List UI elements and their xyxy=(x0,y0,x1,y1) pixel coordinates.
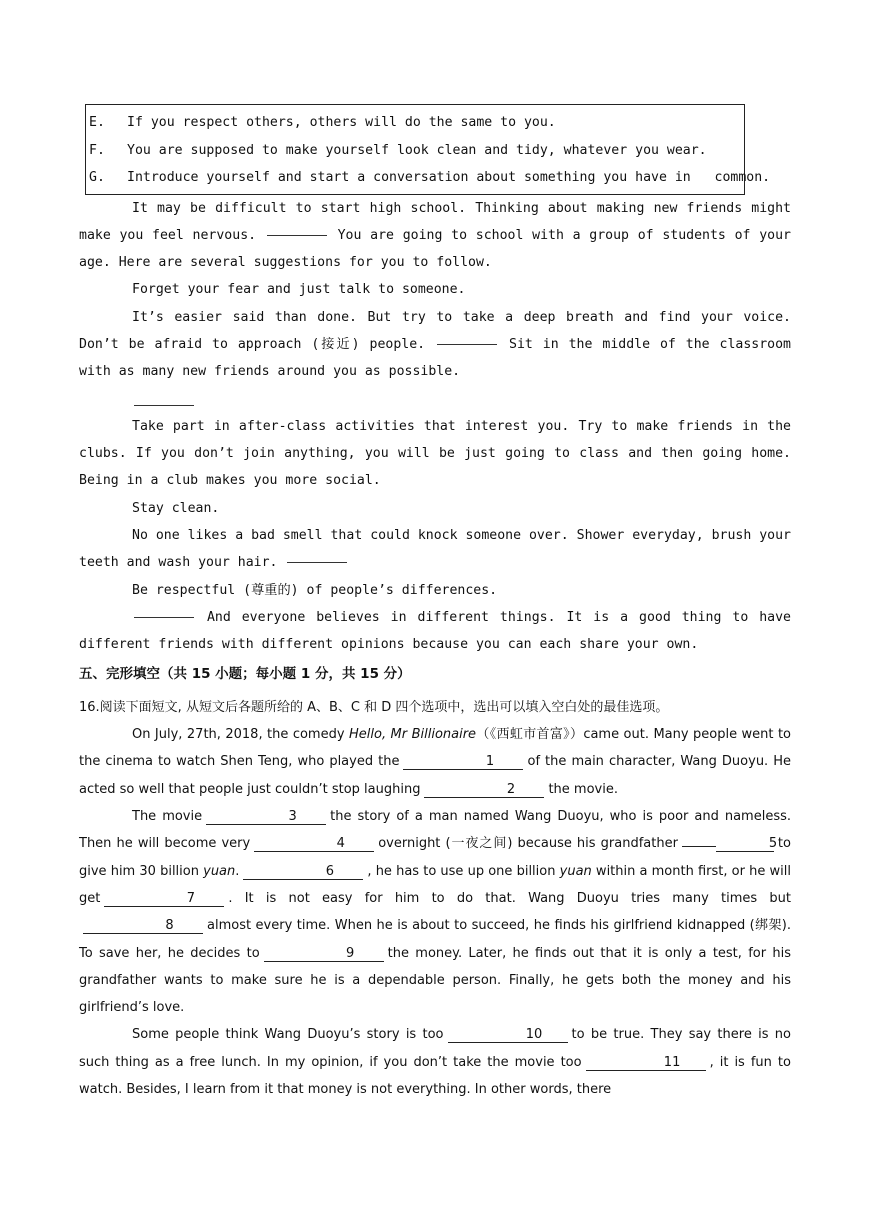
text: to give him 30 billion xyxy=(79,836,791,879)
text: It’s easier said than done. But try to take a deep breath and find your voice. Don’t be afraid to approach (接近) people. xyxy=(79,309,791,352)
text: The movie xyxy=(132,809,203,825)
cloze-blank-11: 11 xyxy=(586,1055,706,1071)
option-g xyxy=(89,164,771,192)
answer-blank-line xyxy=(79,386,791,413)
text: of the main character, Wang Duoyu. He acted so well that people just couldn’t stop laughing xyxy=(79,754,792,797)
passage-paragraph-1 xyxy=(79,195,791,277)
italic-word: yuan xyxy=(559,863,592,879)
text: . It is not easy for him to do that. Wang Duoyu tries many times but xyxy=(228,890,791,906)
cloze-blank-4: 4 xyxy=(254,836,374,852)
text: （《西虹市首富》）came out. Many people went to the cinema to watch Shen Teng, who played the xyxy=(79,727,792,770)
text: overnight (一夜之间) because his grandfather xyxy=(378,836,678,852)
answer-blank xyxy=(134,616,194,618)
text: No one likes a bad smell that could knock someone over. Shower everyday, brush your teeth and wash your hair. xyxy=(79,528,791,571)
text: It may be difficult to start high school. Thinking about making new friends might make you feel nervous. xyxy=(79,200,791,243)
text: to be true. They say there is no such thing as a free lunch. In my opinion, if you don’t take the movie too xyxy=(79,1027,791,1070)
cloze-blank-10: 10 xyxy=(448,1027,568,1043)
text: the story of a man named Wang Duoyu, who is poor and nameless. Then he will become very xyxy=(79,809,792,852)
cloze-blank-3: 3 xyxy=(206,809,326,825)
text: Some people think Wang Duoyu’s story is too xyxy=(132,1027,444,1043)
cloze-paragraph-1 xyxy=(79,721,791,803)
answer-blank xyxy=(287,561,347,563)
text: , it is fun to watch. Besides, I learn from it that money is not everything. In other words, there xyxy=(79,1054,791,1097)
cloze-blank-5-part xyxy=(682,846,716,847)
text: the movie. xyxy=(548,781,618,797)
answer-blank xyxy=(437,343,497,345)
option-letter: G. xyxy=(89,170,105,185)
cloze-passage xyxy=(79,721,791,1103)
text: . xyxy=(235,863,240,879)
option-letter: F. xyxy=(89,142,105,158)
options-box xyxy=(85,104,771,195)
cloze-blank-1: 1 xyxy=(403,754,523,770)
text: the money. Later, he finds out that it is only a test, for his grandfather wants to make sure he is a dependable person. Finally, he gets both the money and his girlfriend’s love. xyxy=(79,945,792,1016)
cloze-blank-6: 6 xyxy=(243,864,363,880)
italic-word: yuan xyxy=(203,863,236,879)
cloze-blank-5: 5 xyxy=(716,836,774,852)
text: , he has to use up one billion xyxy=(367,863,560,879)
section-title: 五、完形填空（共 15 小题；每小题 1 分，共 15 分） xyxy=(79,665,411,682)
text: Sit in the middle of the classroom with as many new friends around you as possible. xyxy=(79,336,791,380)
cloze-paragraph-3 xyxy=(79,1021,791,1103)
passage-paragraph-4 xyxy=(79,522,791,577)
passage-paragraph-5 xyxy=(79,604,791,659)
option-e xyxy=(89,109,744,137)
text: almost every time. When he is about to succeed, he finds his girlfriend kidnapped (绑架). To save her, he decides to xyxy=(79,918,791,961)
answer-blank xyxy=(267,234,327,236)
option-text: You are supposed to make yourself look clean and tidy, whatever you wear. xyxy=(127,142,707,158)
option-f xyxy=(89,137,744,165)
passage-paragraph-2 xyxy=(79,304,791,386)
text: within a month first, or he will get xyxy=(79,863,791,906)
passage-paragraph-3: Take part in after-class activities that interest you. Try to make friends in the clubs. If you don’t join anything, you will be just going to class and then going home. Being in a club makes you more social. xyxy=(79,418,791,489)
option-letter: E. xyxy=(89,115,105,130)
option-text: If you respect others, others will do the same to you. xyxy=(127,115,556,130)
cloze-blank-2: 2 xyxy=(424,782,544,798)
movie-title: Hello, Mr Billionaire xyxy=(349,727,477,743)
passage-heading-2: Stay clean. xyxy=(132,500,220,516)
text: You are going to school with a group of students of your age. Here are several suggestions for you to follow. xyxy=(79,227,791,271)
question-instruction: 16.阅读下面短文, 从短文后各题所给的 A、B、C 和 D 四个选项中，选出可以填入空白处的最佳选项。 xyxy=(79,699,669,715)
passage-heading-3: Be respectful (尊重的) of people’s differences. xyxy=(132,582,498,598)
text: And everyone believes in different things. It is a good thing to have different friends with different opinions because you can each share your own. xyxy=(79,609,791,653)
text: On July, 27th, 2018, the comedy xyxy=(132,727,350,743)
document-page xyxy=(79,104,791,1103)
cloze-blank-8: 8 xyxy=(83,918,203,934)
option-text: Introduce yourself and start a conversation about something you have in common. xyxy=(127,170,771,185)
cloze-blank-7: 7 xyxy=(104,891,224,907)
cloze-paragraph-2 xyxy=(79,803,791,1021)
answer-blank xyxy=(134,404,194,406)
passage-heading-1: Forget your fear and just talk to someone. xyxy=(132,282,466,298)
cloze-blank-9: 9 xyxy=(264,946,384,962)
